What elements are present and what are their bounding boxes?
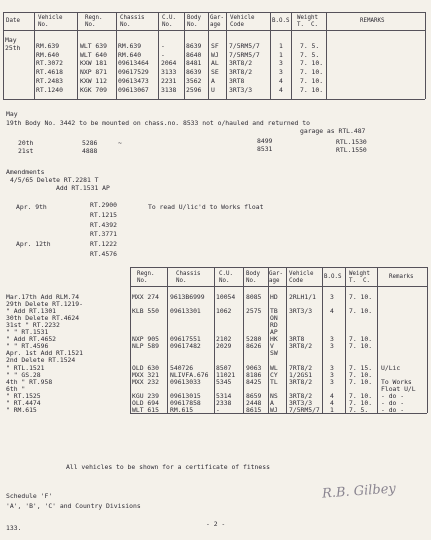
header-cu-no: C.U. No. — [162, 15, 176, 28]
bottom-header-remarks: Remarks — [389, 274, 414, 280]
weight-cell: 7. 10. — [300, 85, 324, 94]
corner-number: 133. — [6, 524, 22, 532]
garage-cell: RD — [270, 321, 278, 330]
garage-cell: A — [211, 76, 215, 85]
left-note-cell: 4th " RT.958 — [6, 377, 53, 386]
weight-cell: 7. 10. — [349, 370, 373, 379]
vehicle-code-cell: 3RT8/2 — [289, 342, 313, 351]
vehicle-no-cell: RM.639 — [36, 42, 60, 50]
chassis-no-cell: RM.640 — [118, 50, 142, 59]
bos-cell: 3 — [330, 377, 334, 386]
regn-cell: OLD 630 — [132, 363, 159, 372]
regn-cell: WLT 615 — [132, 405, 159, 414]
weight-cell: 7. 10. — [300, 59, 324, 68]
regn-no-cell: KGK 709 — [80, 85, 107, 94]
note-may-date: May — [6, 110, 18, 118]
cu-cell: 1062 — [216, 307, 232, 316]
regn-no-cell: KXW 181 — [80, 59, 107, 68]
note-row-remark: RTL.1550 — [336, 146, 367, 154]
garage-cell: WJ — [270, 405, 278, 414]
body-cell: 8425 — [246, 377, 262, 386]
garage-cell: TL — [270, 377, 278, 386]
weight-cell: 7. 5. — [300, 50, 320, 59]
garage-cell: SE — [211, 68, 219, 77]
header-bos: B.O.S — [272, 18, 290, 24]
garage-cell: ON — [270, 314, 278, 323]
vehicle-code-cell: 3RT8/2 — [289, 391, 313, 400]
bottom-header-chassis: Chassis No. — [176, 271, 201, 284]
chassis-cell: 9613B6999 — [170, 293, 205, 301]
chassis-no-cell: 09617529 — [118, 68, 149, 77]
body-no-cell: 8481 — [186, 59, 202, 68]
cu-no-cell: 3133 — [161, 68, 177, 77]
remark-cell: U/Lic — [381, 363, 401, 372]
vehicle-code-cell: 3RT8 — [289, 335, 305, 344]
weight-cell: 7. 10. — [349, 391, 373, 400]
remark-cell: - do - — [381, 405, 405, 414]
weight-cell: 7. 15. — [349, 363, 373, 372]
header-remarks: REMARKS — [360, 18, 385, 24]
bos-cell: 3 — [330, 335, 334, 344]
left-note-cell: 29th Delete RT.1219- — [6, 300, 83, 309]
cu-no-cell: - — [161, 42, 165, 50]
bos-cell: 3 — [330, 363, 334, 372]
amendments-title: Amendments — [6, 168, 45, 176]
vehicle-code-cell: 3RT3/3 — [289, 398, 313, 407]
cu-cell: 8507 — [216, 363, 232, 372]
chassis-no-cell: RM.639 — [118, 42, 142, 50]
body-cell: 2448 — [246, 398, 262, 407]
vehicle-no-cell: RM.640 — [36, 50, 60, 59]
table-row — [0, 379, 431, 386]
schedule-label: Schedule 'F' — [6, 492, 53, 500]
regn-cell: KGU 239 — [132, 391, 159, 400]
note-row-value: 4888 — [82, 147, 98, 155]
note-body-mount: 19th Body No. 3442 to be mounted on chass.no. 8533 not o/hauled and returned to — [6, 119, 310, 127]
garage-cell: U — [211, 85, 215, 94]
apr12-item: RT.4576 — [90, 250, 117, 258]
top-table-date: May 25th — [5, 36, 21, 52]
vehicle-no-cell: RT.1240 — [36, 85, 63, 94]
chassis-cell: 540726 — [170, 363, 194, 372]
garage-cell: SF — [211, 42, 219, 50]
body-no-cell: 2596 — [186, 85, 202, 94]
bos-cell: 3 — [330, 370, 334, 379]
garage-cell: TB — [270, 307, 278, 316]
chassis-cell: 09617551 — [170, 335, 201, 344]
divisions-label: 'A', 'B', 'C' and Country Divisions — [6, 502, 141, 510]
vehicle-code-cell: 7/5RM5/7 — [229, 50, 260, 59]
apr9-item: RT.1215 — [90, 211, 117, 219]
left-note-cell: " RM.615 — [6, 405, 37, 414]
body-no-cell: 8639 — [186, 42, 202, 50]
body-cell: 5280 — [246, 335, 262, 344]
garage-cell: WJ — [211, 50, 219, 59]
bos-cell: 3 — [279, 68, 283, 77]
apr9-item: RT.3771 — [90, 230, 117, 238]
body-no-cell: 8640 — [186, 50, 202, 59]
regn-cell: NXP 905 — [132, 335, 159, 344]
body-cell: 8615 — [246, 405, 262, 414]
bos-cell: 4 — [279, 85, 283, 94]
table-row — [0, 407, 431, 414]
signature: R.B. Gilbey — [321, 481, 397, 502]
note-garage-as: garage as RTL.487 — [300, 127, 366, 135]
left-note-cell: " " GS.28 — [6, 370, 41, 379]
vehicle-code-cell: 3RT3/3 — [289, 307, 313, 316]
amendment-add: Add RT.1531 AP — [56, 184, 110, 192]
regn-cell: MXX 232 — [132, 377, 159, 386]
body-cell: 8659 — [246, 391, 262, 400]
apr9-date: Apr. 9th — [16, 203, 47, 211]
left-note-cell: 31st " RT.2232 — [6, 321, 60, 330]
header-vehicle-no: Vehicle No. — [38, 15, 63, 28]
bottom-header-regn: Regn. No. — [137, 271, 155, 284]
weight-cell: 7. 10. — [349, 398, 373, 407]
bos-cell: 4 — [330, 398, 334, 407]
regn-cell: KLB 550 — [132, 307, 159, 316]
weight-cell: 7. 10. — [349, 293, 373, 301]
weight-cell: 7. 10. — [300, 68, 324, 77]
garage-cell: HD — [270, 293, 278, 301]
garage-cell: WL — [270, 363, 278, 372]
bos-cell: 4 — [330, 391, 334, 400]
chassis-cell: RM.615 — [170, 405, 194, 414]
header-regn-no: Regn. No. — [85, 15, 103, 28]
left-note-cell: " " RT.4596 — [6, 342, 49, 351]
bottom-header-garage: Gar- age — [269, 271, 283, 284]
vehicle-no-cell: RT.2483 — [36, 76, 63, 85]
regn-cell: MXX 321 — [132, 370, 159, 379]
left-note-cell: " RT.1525 — [6, 391, 41, 400]
remark-cell: - do - — [381, 398, 405, 407]
chassis-cell: 09613301 — [170, 307, 201, 316]
left-note-cell: " Add RT.4652 — [6, 335, 57, 344]
cu-no-cell: 2231 — [161, 76, 177, 85]
bos-cell: 4 — [279, 76, 283, 85]
apr9-item: RT.2900 — [90, 201, 117, 209]
chassis-no-cell: 09613473 — [118, 76, 149, 85]
note-row-date: 21st — [18, 147, 34, 155]
left-note-cell: 30th Delete RT.4624 — [6, 314, 80, 323]
cu-cell: 5345 — [216, 377, 232, 386]
regn-no-cell: WLT 640 — [80, 50, 107, 59]
weight-cell: 7. 10. — [349, 342, 373, 351]
chassis-cell: 09613033 — [170, 377, 201, 386]
table-row — [0, 52, 431, 59]
note-row-mark: ~ — [118, 139, 122, 147]
body-no-cell: 8639 — [186, 68, 202, 77]
chassis-cell: 09617482 — [170, 342, 201, 351]
apr12-item: RT.1222 — [90, 240, 117, 248]
chassis-no-cell: 09613067 — [118, 85, 149, 94]
chassis-cell: 09617858 — [170, 398, 201, 407]
vehicle-code-cell: 3RT8/2 — [229, 68, 253, 77]
vehicle-code-cell: 7RT8/2 — [289, 363, 313, 372]
cu-cell: 2102 — [216, 335, 232, 344]
weight-cell: 7. 5. — [300, 42, 320, 50]
apr12-date: Apr. 12th — [16, 240, 51, 248]
garage-cell: SW — [270, 349, 278, 358]
bos-cell: 1 — [330, 405, 334, 414]
garage-cell: CY — [270, 370, 278, 379]
chassis-cell: 09613015 — [170, 391, 201, 400]
vehicle-code-cell: 3RT3/3 — [229, 85, 253, 94]
left-note-cell: " RT.4474 — [6, 398, 41, 407]
header-chassis-no: Chassis No. — [120, 15, 145, 28]
amendment-delete: 4/5/65 Delete RT.2281 T — [10, 176, 99, 184]
vehicle-no-cell: RT.3072 — [36, 59, 63, 68]
bos-cell: 3 — [279, 59, 283, 68]
apr9-note: To read U/lic'd to Works float — [148, 203, 264, 211]
table-row — [0, 60, 431, 67]
note-row-date: 20th — [18, 139, 34, 147]
regn-no-cell: WLT 639 — [80, 42, 107, 50]
table-row — [0, 322, 431, 329]
body-no-cell: 3562 — [186, 76, 202, 85]
fitness-note: All vehicles to be shown for a certificate of fitness — [66, 463, 270, 471]
regn-cell: MXX 274 — [132, 293, 159, 301]
regn-cell: OLD 694 — [132, 398, 159, 407]
bos-cell: 1 — [279, 50, 283, 59]
table-row — [0, 43, 431, 50]
cu-no-cell: 3138 — [161, 85, 177, 94]
garage-cell: HK — [270, 335, 278, 344]
body-cell: 8626 — [246, 342, 262, 351]
weight-cell: 7. 10. — [349, 377, 373, 386]
weight-cell: 7. 10. — [349, 307, 373, 316]
vehicle-code-cell: 3RT8 — [229, 76, 245, 85]
remark-cell: To Works — [381, 377, 412, 386]
weight-cell: 7. 10. — [349, 335, 373, 344]
vehicle-no-cell: RT.4618 — [36, 68, 63, 77]
body-cell: 9063 — [246, 363, 262, 372]
left-note-cell: " RTL.1521 — [6, 363, 45, 372]
bottom-header-code: Vehicle Code — [289, 271, 314, 284]
note-row-value: 5286 — [82, 139, 98, 147]
header-date: Date — [6, 18, 20, 24]
cu-no-cell: - — [161, 50, 165, 59]
table-row — [0, 87, 431, 94]
remark-cell: - do - — [381, 391, 405, 400]
bottom-header-bos: B.O.S — [324, 274, 342, 280]
garage-cell: A — [270, 398, 274, 407]
cu-cell: 11021 — [216, 370, 236, 379]
garage-cell: V — [270, 342, 274, 351]
cu-cell: 2029 — [216, 342, 232, 351]
cu-cell: - — [216, 405, 220, 414]
vehicle-code-cell: 1/2GS1 — [289, 370, 313, 379]
left-note-cell: " " RT.1531 — [6, 328, 49, 337]
regn-no-cell: KXW 112 — [80, 76, 107, 85]
left-note-cell: 2nd Delete RT.1524 — [6, 356, 76, 365]
note-row-body: 8531 — [257, 145, 273, 153]
left-note-cell: " Add RT.1301 — [6, 307, 57, 316]
left-note-cell: Mar.17th Add RLM.74 — [6, 293, 80, 301]
apr9-item: RT.4392 — [90, 221, 117, 229]
left-note-cell: 6th " — [6, 384, 26, 393]
vehicle-code-cell: 3RT8/2 — [229, 59, 253, 68]
garage-cell: AP — [270, 328, 278, 337]
cu-cell: 10054 — [216, 293, 236, 301]
note-row-body: 8499 — [257, 137, 273, 145]
bos-cell: 3 — [330, 293, 334, 301]
header-body-no: Body No. — [187, 15, 201, 28]
chassis-cell: NLIVFA.676 — [170, 370, 209, 379]
vehicle-code-cell: 7/5RM5/7 — [289, 405, 320, 414]
vehicle-code-cell: 2RLH1/1 — [289, 293, 316, 301]
chassis-no-cell: 09613464 — [118, 59, 149, 68]
regn-cell: NLP 589 — [132, 342, 159, 351]
left-note-cell: Apr. 1st Add RT.1521 — [6, 349, 83, 358]
header-vehicle-code: Vehicle Code — [230, 15, 255, 28]
garage-cell: NS — [270, 391, 278, 400]
bos-cell: 4 — [330, 307, 334, 316]
table-row — [0, 78, 431, 85]
page-number: - 2 - — [206, 520, 226, 528]
regn-no-cell: NXP 871 — [80, 68, 107, 77]
body-cell: 8186 — [246, 370, 262, 379]
table-row — [0, 69, 431, 76]
note-row-remark: RTL.1530 — [336, 138, 367, 146]
weight-cell: 7. 5. — [349, 405, 369, 414]
cu-cell: 5314 — [216, 391, 232, 400]
bos-cell: 3 — [330, 342, 334, 351]
bottom-header-body: Body No. — [246, 271, 260, 284]
cu-no-cell: 2064 — [161, 59, 177, 68]
weight-cell: 7. 10. — [300, 76, 324, 85]
remark-cell: Float U/L — [381, 384, 416, 393]
header-garage: Gar- age — [210, 15, 224, 28]
garage-cell: AL — [211, 59, 219, 68]
vehicle-code-cell: 3RT8/2 — [289, 377, 313, 386]
header-weight: Weight T. C. — [297, 15, 318, 28]
bos-cell: 1 — [279, 42, 283, 50]
bottom-header-weight: Weight T. C. — [349, 271, 370, 284]
body-cell: 8085 — [246, 293, 262, 301]
bottom-header-cu: C.U. No. — [219, 271, 233, 284]
table-row — [0, 315, 431, 322]
cu-cell: 2338 — [216, 398, 232, 407]
vehicle-code-cell: 7/5RM5/7 — [229, 42, 260, 50]
body-cell: 2575 — [246, 307, 262, 316]
